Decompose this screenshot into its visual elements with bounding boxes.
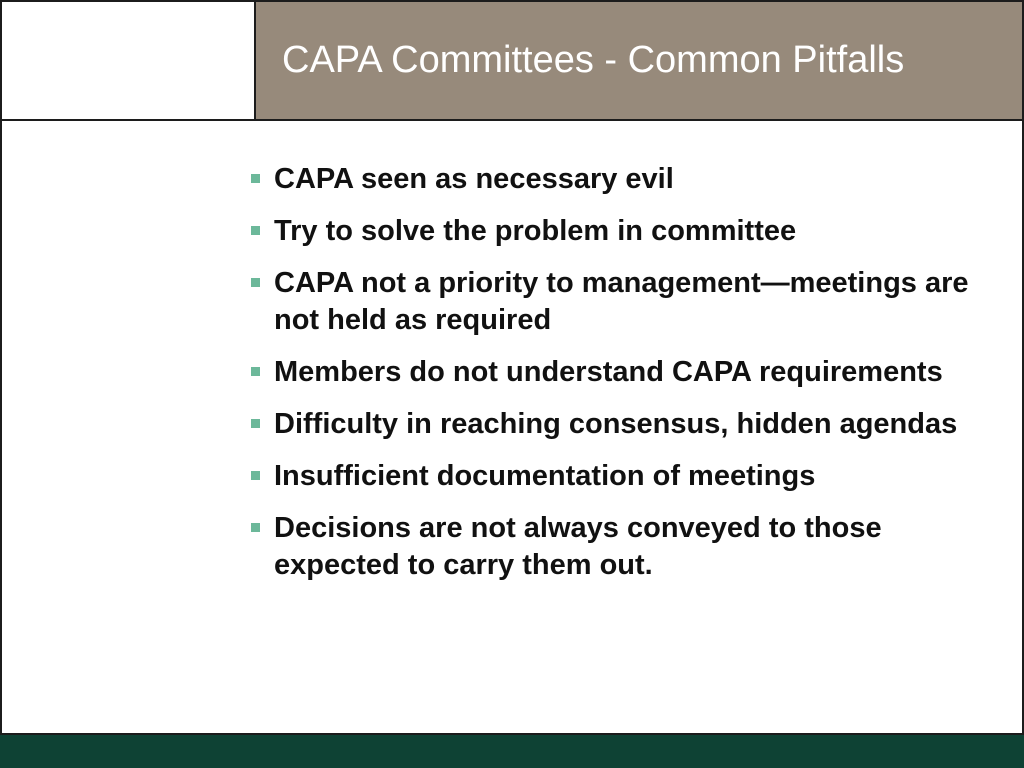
square-bullet-icon — [251, 226, 260, 235]
square-bullet-icon — [251, 174, 260, 183]
bullet-text: CAPA seen as necessary evil — [274, 163, 674, 195]
bullet-item — [248, 354, 1008, 391]
bullet-text: Members do not understand CAPA requirements — [274, 356, 943, 388]
bullet-item — [248, 458, 1008, 495]
bullet-item — [248, 406, 1008, 443]
square-bullet-icon — [251, 419, 260, 428]
square-bullet-icon — [251, 471, 260, 480]
bullet-text: Insufficient documentation of meetings — [274, 460, 816, 492]
square-bullet-icon — [251, 523, 260, 532]
title-bar — [256, 0, 1024, 119]
bullet-item — [248, 265, 1008, 339]
bullet-text: Decisions are not always conveyed to those expected to carry them out. — [274, 512, 882, 581]
square-bullet-icon — [251, 367, 260, 376]
title-corner-box — [0, 0, 256, 119]
bullet-item — [248, 213, 1008, 250]
bullet-text: CAPA not a priority to management—meetings are not held as required — [274, 267, 969, 336]
square-bullet-icon — [251, 278, 260, 287]
bullet-item — [248, 510, 1008, 584]
bullet-text: Difficulty in reaching consensus, hidden agendas — [274, 408, 958, 440]
bullet-text: Try to solve the problem in committee — [274, 215, 797, 247]
bullet-item — [248, 161, 1008, 198]
footer-bar — [0, 733, 1024, 768]
slide-title: CAPA Committees - Common Pitfalls — [282, 39, 905, 81]
bullet-list — [248, 161, 1008, 599]
